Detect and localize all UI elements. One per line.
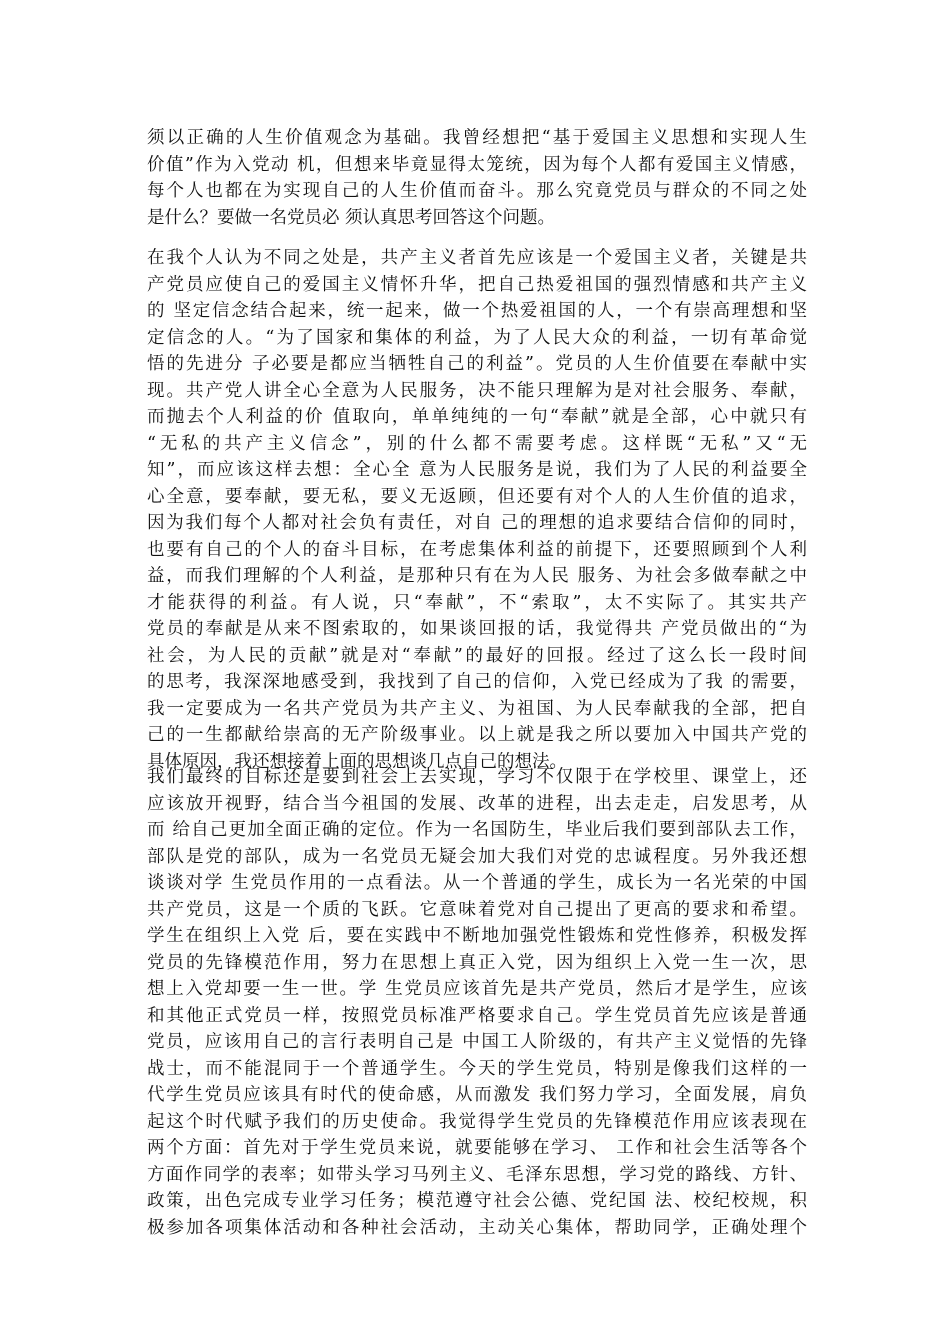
text-line: 每个人也都在为实现自己的人生价值而奋斗。那么究竟党员与群众的不同之处 bbox=[147, 181, 807, 201]
paragraph-3 bbox=[147, 764, 807, 1241]
text-line: 而抛去个人利益的价 值取向，单单纯纯的一句“奉献”就是全部，心中就只有 bbox=[147, 407, 807, 427]
text-line: 产党员应使自己的爱国主义情怀升华，把自己热爱祖国的强烈情感和共产主义 bbox=[147, 274, 807, 295]
text-line: 共产党员，这是一个质的飞跃。它意味着党对自己提出了更高的要求和希望。 bbox=[147, 899, 807, 920]
paragraph-2 bbox=[147, 245, 807, 775]
text-line: 是什么？要做一名党员必 须认真思考回答这个问题。 bbox=[147, 207, 556, 228]
text-line: 知”，而应该这样去想：全心全 意为人民服务是说，我们为了人民的利益要全 bbox=[147, 460, 807, 480]
text-line: 党员的先锋模范作用，努力在思想上真正入党，因为组织上入党一生一次，思 bbox=[147, 952, 807, 973]
text-line: 须以正确的人生价值观念为基础。我曾经想把“基于爱国主义思想和实现人生 bbox=[147, 128, 807, 148]
text-line: 现。共产党人讲全心全意为人民服务，决不能只理解为是对社会服务、奉献， bbox=[147, 380, 807, 401]
text-line: 和其他正式党员一样，按照党员标准严格要求自己。学生党员首先应该是普通 bbox=[147, 1005, 807, 1026]
text-line: 而 给自己更加全面正确的定位。作为一名国防生，毕业后我们要到部队去工作， bbox=[147, 820, 807, 840]
text-line: 我们最终的目标还是要到社会上去实现，学习不仅限于在学校里、课堂上，还 bbox=[147, 767, 807, 787]
paragraph-1 bbox=[147, 125, 807, 231]
text-line: “无私的共产主义信念”，别的什么都不需要考虑。这样既“无私”又“无 bbox=[147, 433, 807, 454]
text-line: 己的一生都献给崇高的无产阶级事业。以上就是我之所以要加入中国共产党的 bbox=[147, 725, 807, 745]
text-line: 想上入党却要一生一世。学 生党员应该首先是共产党员，然后才是学生，应该 bbox=[147, 979, 807, 999]
text-line: 我一定要成为一名共产党员为共产主义、为祖国、为人民奉献我的全部，把自 bbox=[147, 698, 807, 719]
text-line: 在我个人认为不同之处是，共产主义者首先应该是一个爱国主义者，关键是共 bbox=[147, 248, 807, 268]
text-line: 代学生党员应该具有时代的使命感，从而激发 我们努力学习，全面发展，肩负 bbox=[147, 1085, 807, 1105]
text-line: 心全意，要奉献，要无私，要义无返顾，但还要有对个人的人生价值的追求， bbox=[147, 486, 807, 507]
text-line: 部队是党的部队，成为一名党员无疑会加大我们对党的忠诚程度。另外我还想 bbox=[147, 846, 807, 867]
text-line: 方面作同学的表率；如带头学习马列主义、毛泽东思想，学习党的路线、方针、 bbox=[147, 1164, 807, 1185]
text-line: 的思考，我深深地感受到，我找到了自己的信仰，入党已经成为了我 的需要， bbox=[147, 672, 807, 692]
text-line: 应该放开视野，结合当今祖国的发展、改革的进程，出去走走，启发思考，从 bbox=[147, 793, 807, 814]
text-line: 的 坚定信念结合起来，统一起来，做一个热爱祖国的人，一个有崇高理想和坚 bbox=[147, 301, 807, 321]
text-line: 党员，应该用自己的言行表明自己是 中国工人阶级的，有共产主义觉悟的先锋 bbox=[147, 1032, 807, 1052]
text-line: 定信念的人。“为了国家和集体的利益，为了人民大众的利益，一切有革命觉 bbox=[147, 327, 807, 348]
text-line: 具体原因，我还想接着上面的思想谈几点自己的想法。 bbox=[147, 751, 567, 772]
text-line: 因为我们每个人都对社会负有责任，对自 己的理想的追求要结合信仰的同时， bbox=[147, 513, 807, 533]
text-line: 价值”作为入党动 机，但想来毕竟显得太笼统，因为每个人都有爱国主义情感， bbox=[147, 154, 807, 175]
text-line: 战士，而不能混同于一个普通学生。今天的学生党员，特别是像我们这样的一 bbox=[147, 1058, 807, 1079]
text-line: 起这个时代赋予我们的历史使命。我觉得学生党员的先锋模范作用应该表现在 bbox=[147, 1111, 807, 1132]
text-line: 才能获得的利益。有人说，只“奉献”，不“索取”，太不实际了。其实共产 bbox=[147, 592, 807, 613]
text-line: 谈谈对学 生党员作用的一点看法。从一个普通的学生，成长为一名光荣的中国 bbox=[147, 873, 807, 893]
text-line: 党员的奉献是从来不图索取的，如果谈回报的话，我觉得共 产党员做出的“为 bbox=[147, 619, 807, 639]
text-line: 极参加各项集体活动和各种社会活动，主动关心集体，帮助同学，正确处理个 bbox=[147, 1217, 807, 1238]
text-line: 也要有自己的个人的奋斗目标，在考虑集体利益的前提下，还要照顾到个人利 bbox=[147, 539, 807, 560]
text-line: 学生在组织上入党 后，要在实践中不断地加强党性锻炼和党性修养，积极发挥 bbox=[147, 926, 807, 946]
text-line: 悟的先进分 子必要是都应当牺牲自己的利益”。党员的人生价值要在奉献中实 bbox=[147, 354, 807, 374]
text-line: 政策，出色完成专业学习任务；模范遵守社会公德、党纪国 法、校纪校规，积 bbox=[147, 1191, 807, 1211]
text-line: 社会，为人民的贡献”就是对“奉献”的最好的回报。经过了这么长一段时间 bbox=[147, 645, 807, 666]
text-line: 益，而我们理解的个人利益，是那种只有在为人民 服务、为社会多做奉献之中 bbox=[147, 566, 807, 586]
text-line: 两个方面：首先对于学生党员来说，就要能够在学习、 工作和社会生活等各个 bbox=[147, 1138, 807, 1158]
